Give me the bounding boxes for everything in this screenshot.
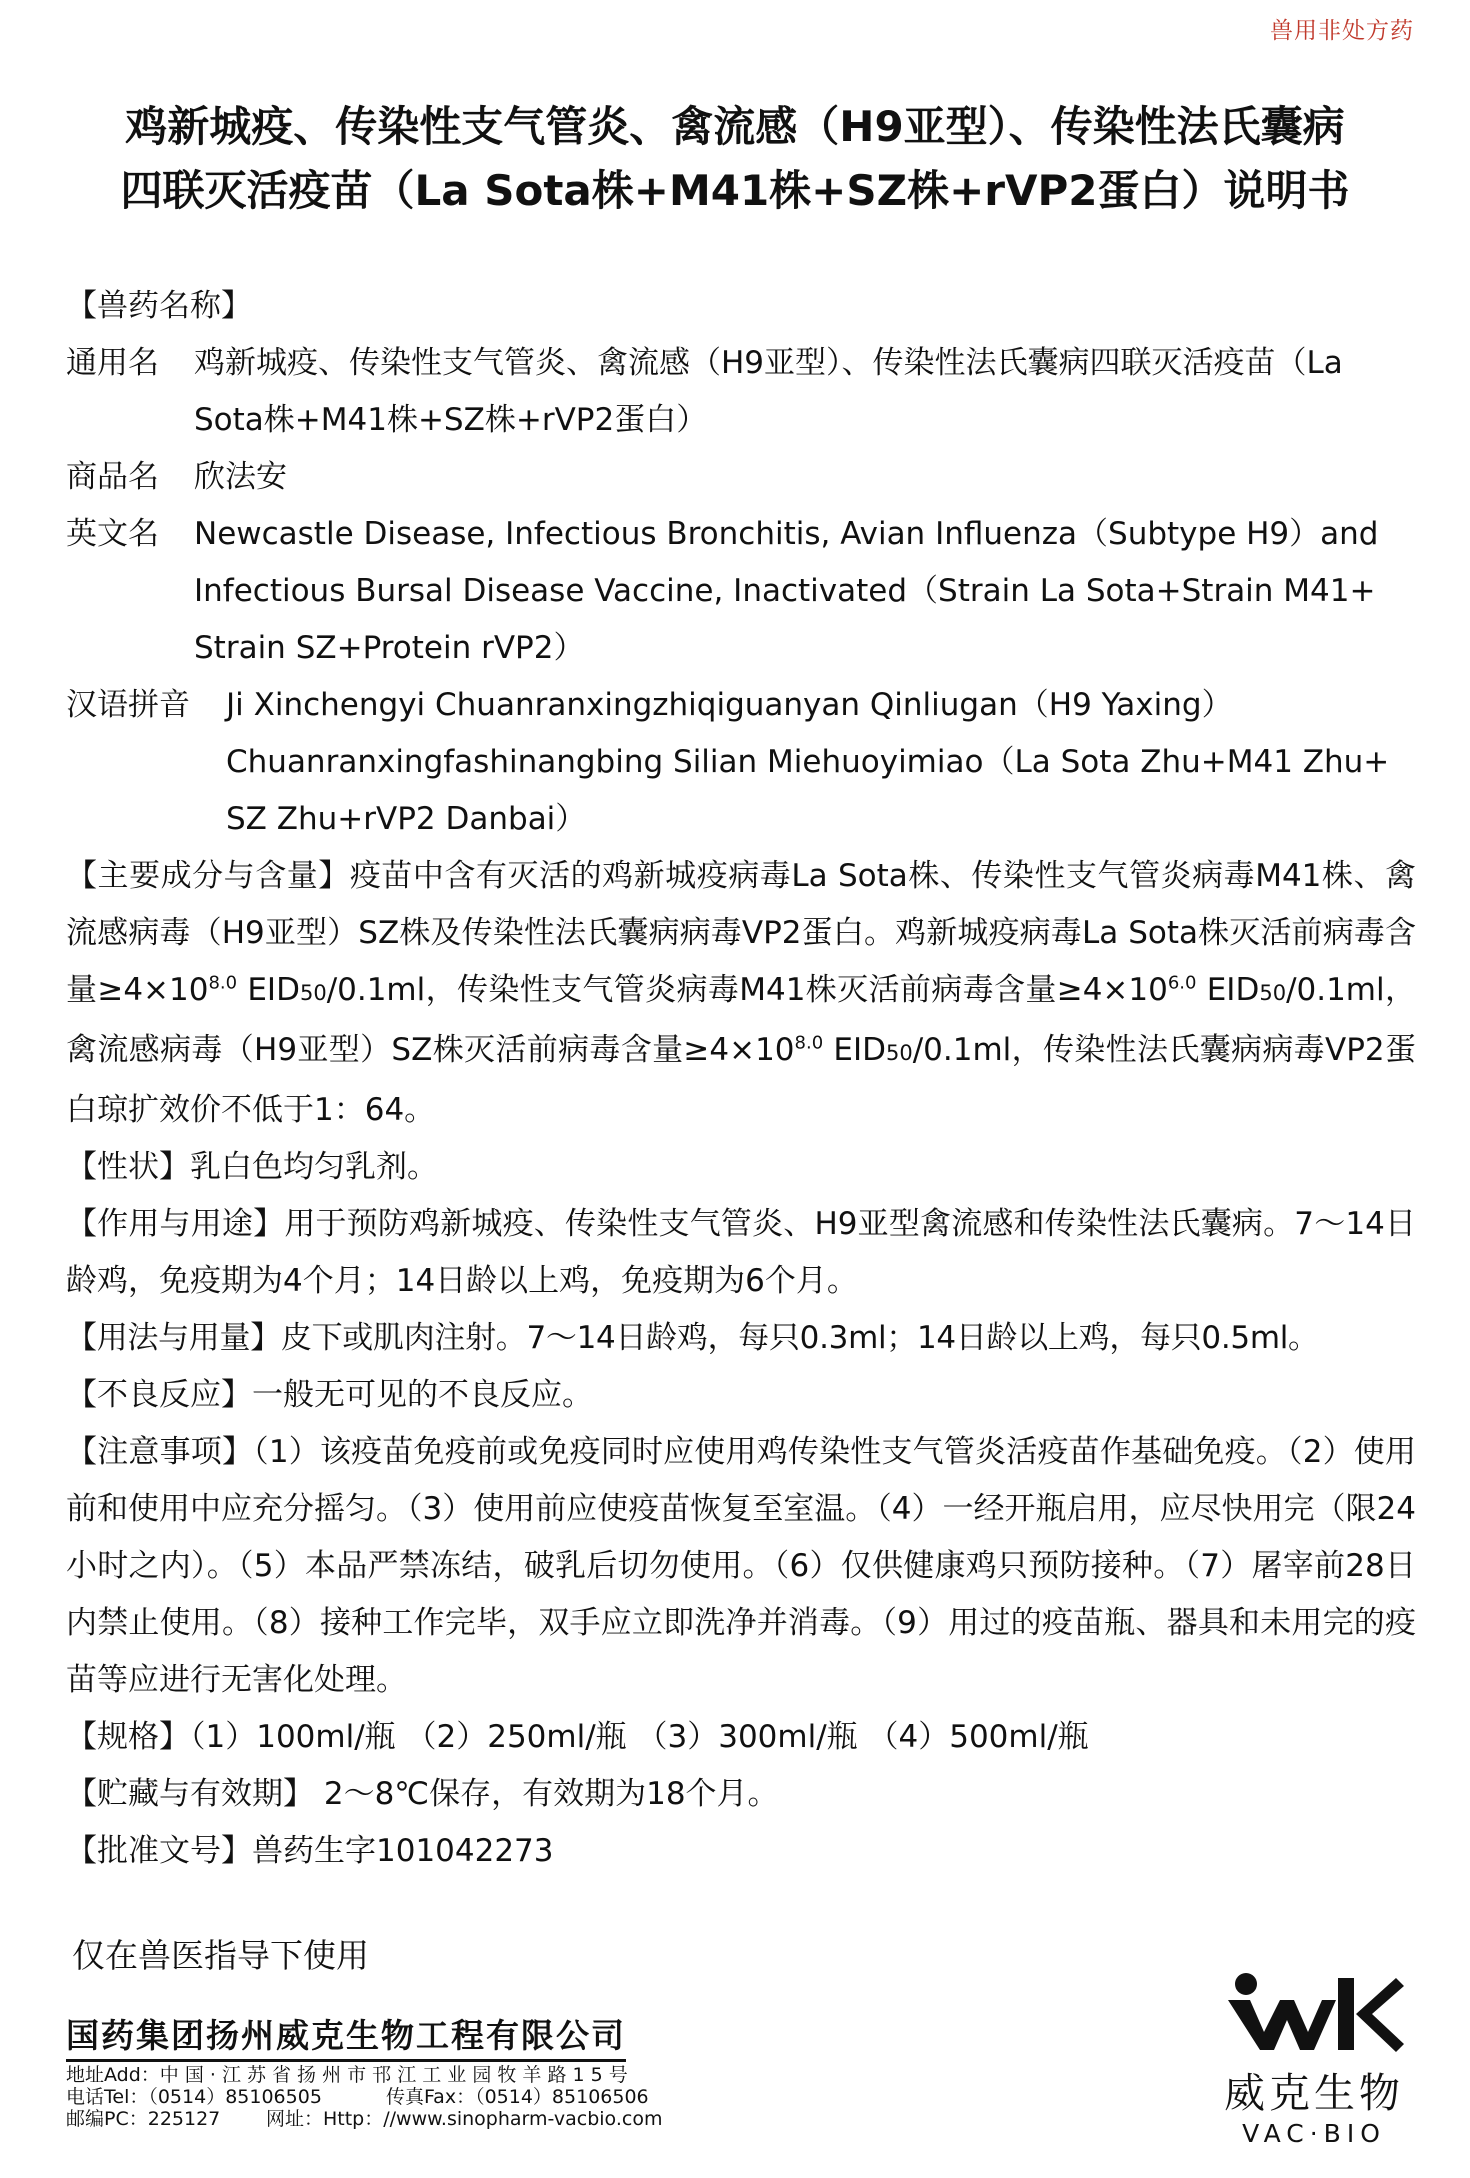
composition-subscript-1: 50	[299, 981, 327, 1005]
contact-block	[66, 2064, 662, 2130]
adverse-section	[66, 1367, 1416, 1424]
storage-text: 2～8℃保存，有效期为18个月。	[314, 1776, 779, 1812]
properties-section	[66, 1139, 1416, 1196]
approval-heading: 【批准文号】	[66, 1833, 252, 1869]
indications-text: 用于预防鸡新城疫、传染性支气管炎、H9亚型禽流感和传染性法氏囊病。7～14日龄鸡，免疫期为4个月；14日龄以上鸡，免疫期为6个月。	[66, 1206, 1417, 1299]
trade-name-value: 欣法安	[194, 459, 287, 495]
phone-number: 电话Tel：（0514）85106505	[66, 2086, 322, 2108]
composition-subscript-2: 50	[1259, 981, 1287, 1005]
composition-exponent-2: 6.0	[1167, 972, 1197, 994]
adverse-text: 一般无可见的不良反应。	[252, 1377, 593, 1413]
website: 网址：Http：//www.sinopharm-vacbio.com	[266, 2108, 663, 2130]
english-name-value: Newcastle Disease, Infectious Bronchitis, Avian Influenza（Subtype H9）and Infectious Bursal Disease Vaccine, Inactivated（Strain La Sota+Strain M41+ Strain SZ+Protein rVP2）	[194, 516, 1379, 666]
composition-exponent-3: 8.0	[794, 1032, 824, 1054]
properties-heading: 【性状】	[66, 1149, 190, 1185]
trade-name-label: 商品名	[66, 459, 159, 495]
dosage-text: 皮下或肌肉注射。7～14日龄鸡，每只0.3ml；14日龄以上鸡，每只0.5ml。	[280, 1320, 1319, 1356]
logo-chinese-name: 威克生物	[1224, 2069, 1404, 2117]
otc-label: 兽用非处方药	[1270, 18, 1414, 44]
document-title	[60, 95, 1410, 223]
title-line-1: 鸡新城疫、传染性支气管炎、禽流感（H9亚型）、传染性法氏囊病	[125, 102, 1345, 151]
pinyin-name-label: 汉语拼音	[66, 687, 190, 723]
document-body	[66, 278, 1416, 1880]
generic-name-value: 鸡新城疫、传染性支气管炎、禽流感（H9亚型）、传染性法氏囊病四联灭活疫苗（La Sota株+M41株+SZ株+rVP2蛋白）	[194, 345, 1343, 438]
address-line: 地址Add：中 国 · 江 苏 省 扬 州 市 邗 江 工 业 园 牧 羊 路 1 5 号	[66, 2064, 628, 2086]
composition-text-7: /0.1ml，传染性法氏囊病病毒VP2蛋白琼扩效价不低于1：64。	[66, 1032, 1416, 1128]
company-name: 国药集团扬州威克生物工程有限公司	[66, 2010, 626, 2062]
specs-text: （1）100ml/瓶 （2）250ml/瓶 （3）300ml/瓶 （4）500ml/瓶	[190, 1719, 1089, 1755]
precautions-heading: 【注意事项】	[66, 1434, 254, 1470]
properties-text: 乳白色均匀乳剂。	[190, 1149, 438, 1185]
specs-heading: 【规格】	[66, 1719, 190, 1755]
composition-unit-2: EID	[1196, 972, 1260, 1008]
generic-name-row	[66, 335, 1416, 449]
indications-heading: 【作用与用途】	[66, 1206, 285, 1242]
composition-text-1: 疫苗中含有灭活的鸡新城疫病毒La Sota株、传染性支气管炎病毒M41株、禽流感病毒（H9亚型）SZ株及传染性法氏囊病病毒VP2蛋白。鸡新城疫病毒La Sota株灭活前病毒含量≥4×10	[66, 858, 1417, 1008]
adverse-heading: 【不良反应】	[66, 1377, 252, 1413]
composition-exponent-1: 8.0	[208, 972, 238, 994]
dosage-heading: 【用法与用量】	[66, 1320, 281, 1356]
generic-name-label: 通用名	[66, 345, 159, 381]
approval-text: 兽药生字101042273	[252, 1833, 554, 1869]
composition-unit-1: EID	[237, 972, 300, 1008]
postcode: 邮编PC：225127	[66, 2108, 221, 2130]
approval-section	[66, 1823, 1416, 1880]
trade-name-row	[66, 449, 1416, 506]
composition-subscript-3: 50	[885, 1041, 913, 1065]
composition-text-5: /0.1ml，禽流感病毒（H9亚型）SZ株灭活前病毒含量≥4×10	[66, 972, 1416, 1068]
wk-logo-icon	[1224, 1970, 1404, 2052]
fax-number: 传真Fax：（0514）85106506	[386, 2086, 649, 2108]
company-logo	[1214, 1970, 1414, 2148]
english-name-label: 英文名	[66, 516, 159, 552]
dosage-section	[66, 1310, 1416, 1367]
postcode-web-line	[66, 2108, 662, 2130]
pinyin-name-row	[66, 677, 1416, 848]
composition-unit-3: EID	[823, 1032, 886, 1068]
composition-text-3: /0.1ml，传染性支气管炎病毒M41株灭活前病毒含量≥4×10	[326, 972, 1168, 1008]
indications-section	[66, 1196, 1416, 1310]
pinyin-name-value: Ji Xinchengyi Chuanranxingzhiqiguanyan Qinliugan（H9 Yaxing） Chuanranxingfashinangbing Silian Miehuoyimiao（La Sota Zhu+M41 Zhu+ SZ Zhu+rVP2 Danbai）	[226, 687, 1390, 837]
title-line-2: 四联灭活疫苗（La Sota株+M41株+SZ株+rVP2蛋白）说明书	[120, 166, 1350, 215]
english-name-row	[66, 506, 1416, 677]
storage-section	[66, 1766, 1416, 1823]
storage-heading: 【贮藏与有效期】	[66, 1776, 314, 1812]
specs-section	[66, 1709, 1416, 1766]
composition-heading: 【主要成分与含量】	[66, 858, 350, 894]
phone-fax-line	[66, 2086, 662, 2108]
precautions-section	[66, 1424, 1416, 1709]
name-heading: 【兽药名称】	[66, 288, 252, 324]
precautions-text: （1）该疫苗免疫前或免疫同时应使用鸡传染性支气管炎活疫苗作基础免疫。（2）使用前和使用中应充分摇匀。（3）使用前应使疫苗恢复至室温。（4）一经开瓶启用，应尽快用完（限24小时之内）。（5）本品严禁冻结，破乳后切勿使用。（6）仅供健康鸡只预防接种。（7）屠宰前28日内禁止使用。（8）接种工作完毕，双手应立即洗净并消毒。（9）用过的疫苗瓶、器具和未用完的疫苗等应进行无害化处理。	[66, 1434, 1416, 1698]
composition-section	[66, 848, 1416, 1139]
usage-guidance: 仅在兽医指导下使用	[72, 1936, 369, 1975]
logo-english-name: VAC·BIO	[1242, 2119, 1386, 2148]
